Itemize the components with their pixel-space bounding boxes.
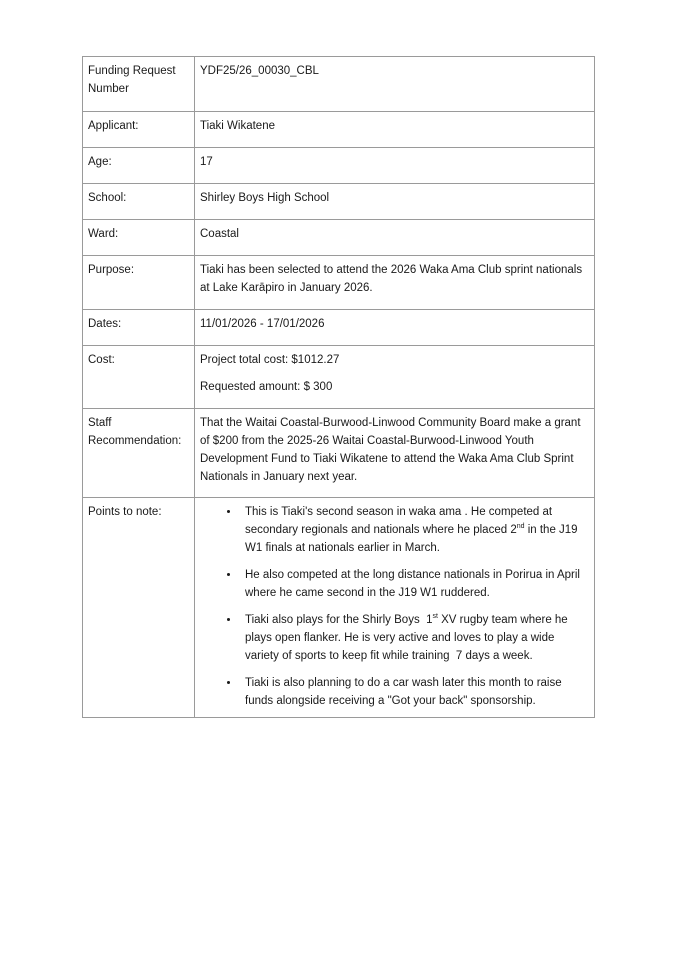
value-points-to-note	[195, 498, 595, 718]
label-cost: Cost:	[83, 346, 195, 409]
point-3-sup: st	[432, 613, 438, 620]
value-ward: Coastal	[195, 220, 595, 256]
value-cost	[195, 346, 595, 409]
row-staff-recommendation	[83, 409, 595, 498]
point-3-text-a: Tiaki also plays for the Shirly Boys 1	[245, 614, 433, 626]
point-4-text: Tiaki is also planning to do a car wash later this month to raise funds alongside receiving a "Got your back" sponsorship.	[245, 677, 562, 707]
list-item	[240, 503, 589, 557]
row-points-to-note	[83, 498, 595, 718]
row-dates	[83, 310, 595, 346]
label-age: Age:	[83, 148, 195, 184]
value-age: 17	[195, 148, 595, 184]
label-dates: Dates:	[83, 310, 195, 346]
label-school: School:	[83, 184, 195, 220]
value-funding-request: YDF25/26_00030_CBL	[195, 57, 595, 112]
label-ward: Ward:	[83, 220, 195, 256]
list-item	[240, 566, 589, 602]
row-ward	[83, 220, 595, 256]
row-applicant	[83, 112, 595, 148]
value-purpose: Tiaki has been selected to attend the 2026 Waka Ama Club sprint nationals at Lake Karāpiro in January 2026.	[195, 256, 595, 310]
point-2-text: He also competed at the long distance nationals in Porirua in April where he came second in the J19 W1 ruddered.	[245, 569, 580, 599]
point-1-text-a: This is Tiaki's second season in waka ama . He competed at secondary regionals and nationals where he placed 2	[245, 506, 553, 536]
label-funding-request: Funding Request Number	[83, 57, 195, 112]
point-3-text-b: XV rugby team where he plays open flanker. He is very active and loves to play a wide variety of sports to keep fit while training 7 days a week.	[245, 614, 571, 662]
row-school	[83, 184, 595, 220]
points-list	[200, 503, 589, 710]
point-1-sup: nd	[516, 523, 525, 530]
value-school: Shirley Boys High School	[195, 184, 595, 220]
label-purpose: Purpose:	[83, 256, 195, 310]
point-1-text-b: in the J19 W1 finals at nationals earlier in March.	[245, 524, 578, 554]
cost-requested: Requested amount: $ 300	[200, 381, 333, 393]
list-item	[240, 611, 589, 665]
row-cost	[83, 346, 595, 409]
value-dates: 11/01/2026 - 17/01/2026	[195, 310, 595, 346]
row-funding-request	[83, 57, 595, 112]
funding-request-table	[82, 56, 595, 718]
label-applicant: Applicant:	[83, 112, 195, 148]
list-item	[240, 674, 589, 710]
cost-total: Project total cost: $1012.27	[200, 354, 340, 366]
value-staff-recommendation: That the Waitai Coastal-Burwood-Linwood Community Board make a grant of $200 from the 2025-26 Waitai Coastal-Burwood-Linwood Youth Development Fund to Tiaki Wikatene to attend the Waka Ama Club Sprint Nationals in January next year.	[195, 409, 595, 498]
label-staff-recommendation: Staff Recommendation:	[83, 409, 195, 498]
row-age	[83, 148, 595, 184]
label-points-to-note: Points to note:	[83, 498, 195, 718]
row-purpose	[83, 256, 595, 310]
value-applicant: Tiaki Wikatene	[195, 112, 595, 148]
